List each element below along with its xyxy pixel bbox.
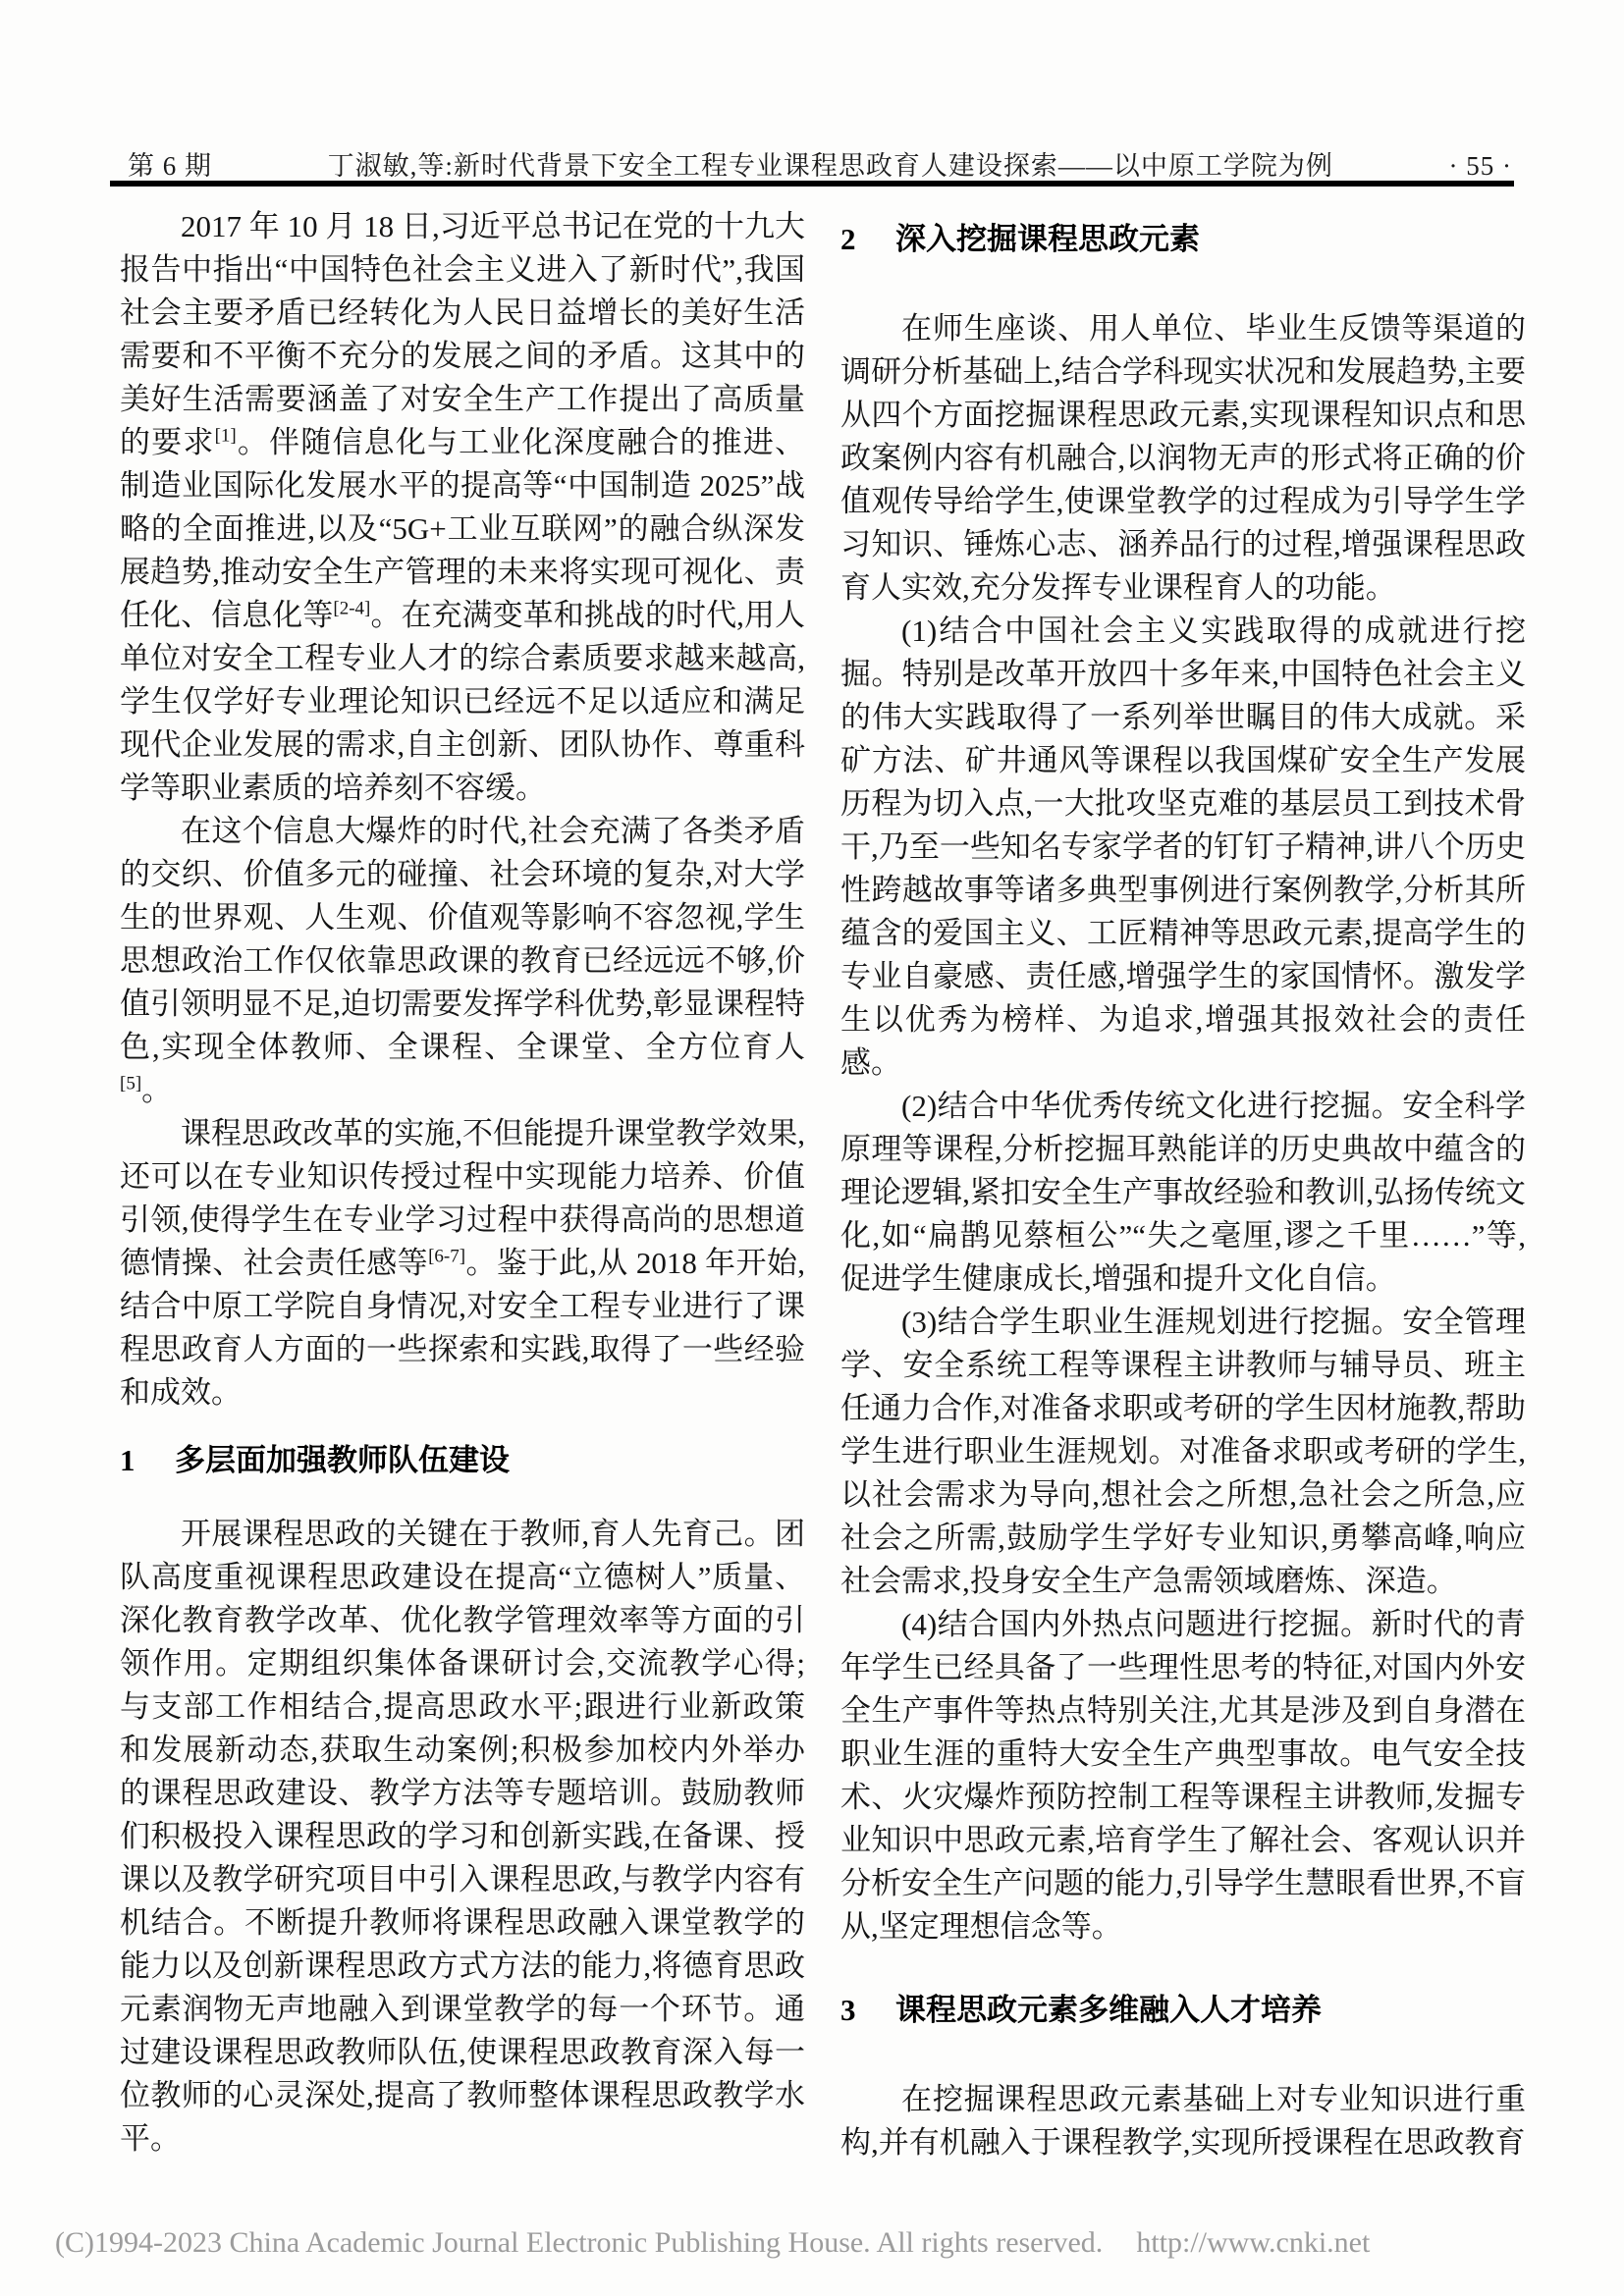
section-number: 2 [840,222,856,256]
citation-superscript: [1] [214,425,237,447]
section-heading [120,1438,805,1483]
paragraph: (4)结合国内外热点问题进行挖掘。新时代的青年学生已经具备了一些理性思考的特征,对国内外安全生产事件等热点特别关注,尤其是涉及到自身潜在职业生涯的重特大安全生产典型事故。电气安全技术、火灾爆炸预防控制工程等课程主讲教师,发掘专业知识中思政元素,培育学生了解社会、客观认识并分析安全生产问题的能力,引导学生慧眼看世界,不盲从,坚定理想信念等。 [840,1607,1526,1944]
citation-superscript: [5] [120,1073,142,1095]
section-title: 多层面加强教师队伍建设 [175,1443,510,1477]
paragraph: 在这个信息大爆炸的时代,社会充满了各类矛盾的交织、价值多元的碰撞、社会环境的复杂,对大学生的世界观、人生观、价值观等影响不容忽视,学生思想政治工作仅依靠思政课的教育已经远远不够,价值引领明显不足,迫切需要发挥学科优势,彰显课程特色,实现全体教师、全课程、全课堂、全方位育人[5]。 [120,814,805,1107]
page-header [128,144,1512,183]
citation-superscript: [2-4] [333,598,371,619]
running-title: 丁淑敏,等:新时代背景下安全工程专业课程思政育人建设探索——以中原工学院为例 [327,151,1333,181]
section-title: 深入挖掘课程思政元素 [895,222,1200,256]
paragraph: 课程思政改革的实施,不但能提升课堂教学效果,还可以在专业知识传授过程中实现能力培养、价值引领,使得学生在专业学习过程中获得高尚的思想道德情操、社会责任感等[6-7]。鉴于此,从 2018 年开始,结合中原工学院自身情况,对安全工程专业进行了课程思政育人方面的一些探索和实践,取得了一些经验和成效。 [120,1116,806,1410]
paragraph: 在挖掘课程思政元素基础上对专业知识进行重构,并有机融入于课程教学,实现所授课程在思政教育 [840,2082,1526,2160]
paragraph: 在师生座谈、用人单位、毕业生反馈等渠道的调研分析基础上,结合学科现实状况和发展趋势,主要从四个方面挖掘课程思政元素,实现课程知识点和思政案例内容有机融合,以润物无声的形式将正确的价值观传导给学生,使课堂教学的过程成为引导学生学习知识、锤炼心志、涵养品行的过程,增强课程思政育人实效,充分发挥专业课程育人的功能。 [840,311,1526,605]
paragraph: (3)结合学生职业生涯规划进行挖掘。安全管理学、安全系统工程等课程主讲教师与辅导员、班主任通力合作,对准备求职或考研的学生因材施教,帮助学生进行职业生涯规划。对准备求职或考研的学生,以社会需求为导向,想社会之所想,急社会之所急,应社会之所需,鼓励学生学好专业知识,勇攀高峰,响应社会需求,投身安全生产急需领域磨炼、深造。 [840,1305,1526,1598]
paragraph: 2017 年 10 月 18 日,习近平总书记在党的十九大报告中指出“中国特色社会主义进入了新时代”,我国社会主要矛盾已经转化为人民日益增长的美好生活需要和不平衡不充分的发展之间的矛盾。这其中的美好生活需要涵盖了对安全生产工作提出了高质量的要求[1]。伴随信息化与工业化深度融合的推进、制造业国际化发展水平的提高等“中国制造 2025”战略的全面推进,以及“5G+工业互联网”的融合纵深发展趋势,推动安全生产管理的未来将实现可视化、责任化、信息化等[2-4]。在充满变革和挑战的时代,用人单位对安全工程专业人才的综合素质要求越来越高,学生仅学好专业理论知识已经远不足以适应和满足现代企业发展的需求,自主创新、团队协作、尊重科学等职业素质的培养刻不容缓。 [120,209,806,805]
section-title: 课程思政元素多维融入人才培养 [895,1993,1322,2027]
paragraph: (2)结合中华优秀传统文化进行挖掘。安全科学原理等课程,分析挖掘耳熟能详的历史典故中蕴含的理论逻辑,紧扣安全生产事故经验和教训,弘扬传统文化,如“扁鹊见蔡桓公”“失之毫厘,谬之千里……”等,促进学生健康成长,增强和提升文化自信。 [840,1089,1526,1296]
left-column [120,205,805,2161]
section-number: 1 [120,1443,135,1477]
right-column [840,205,1526,2164]
section-heading [840,217,1526,262]
header-rule [110,181,1514,187]
citation-superscript: [6-7] [428,1246,466,1267]
cnki-url: http://www.cnki.net [1136,2226,1371,2259]
paragraph: (1)结合中国社会主义实践取得的成就进行挖掘。特别是改革开放四十多年来,中国特色社会主义的伟大实践取得了一系列举世瞩目的伟大成就。采矿方法、矿井通风等课程以我国煤矿安全生产发展历程为切入点,一大批攻坚克难的基层员工到技术骨干,乃至一些知名专家学者的钉钉子精神,讲八个历史性跨越故事等诸多典型事例进行案例教学,分析其所蕴含的爱国主义、工匠精神等思政元素,提高学生的专业自豪感、责任感,增强学生的家国情怀。激发学生以优秀为榜样、为追求,增强其报效社会的责任感。 [840,614,1526,1080]
issue-number: 第 6 期 [128,151,212,181]
paragraph: 开展课程思政的关键在于教师,育人先育己。团队高度重视课程思政建设在提高“立德树人”质量、深化教育教学改革、优化教学管理效率等方面的引领作用。定期组织集体备课研讨会,交流教学心得;与支部工作相结合,提高思政水平;跟进行业新政策和发展新动态,获取生动案例;积极参加校内外举办的课程思政建设、教学方法等专题培训。鼓励教师们积极投入课程思政的学习和创新实践,在备课、授课以及教学研究项目中引入课程思政,与教学内容有机结合。不断提升教师将课程思政融入课堂教学的能力以及创新课程思政方式方法的能力,将德育思政元素润物无声地融入到课堂教学的每一个环节。通过建设课程思政教师队伍,使课程思政教育深入每一位教师的心灵深处,提高了教师整体课程思政教学水平。 [120,1517,805,2156]
copyright-notice: (C)1994-2023 China Academic Journal Electronic Publishing House. All rights reserved. [55,2226,1104,2259]
section-heading [840,1988,1526,2033]
page-number: · 55 · [1448,151,1512,181]
section-number: 3 [840,1993,856,2027]
page-footer [55,2226,1370,2260]
